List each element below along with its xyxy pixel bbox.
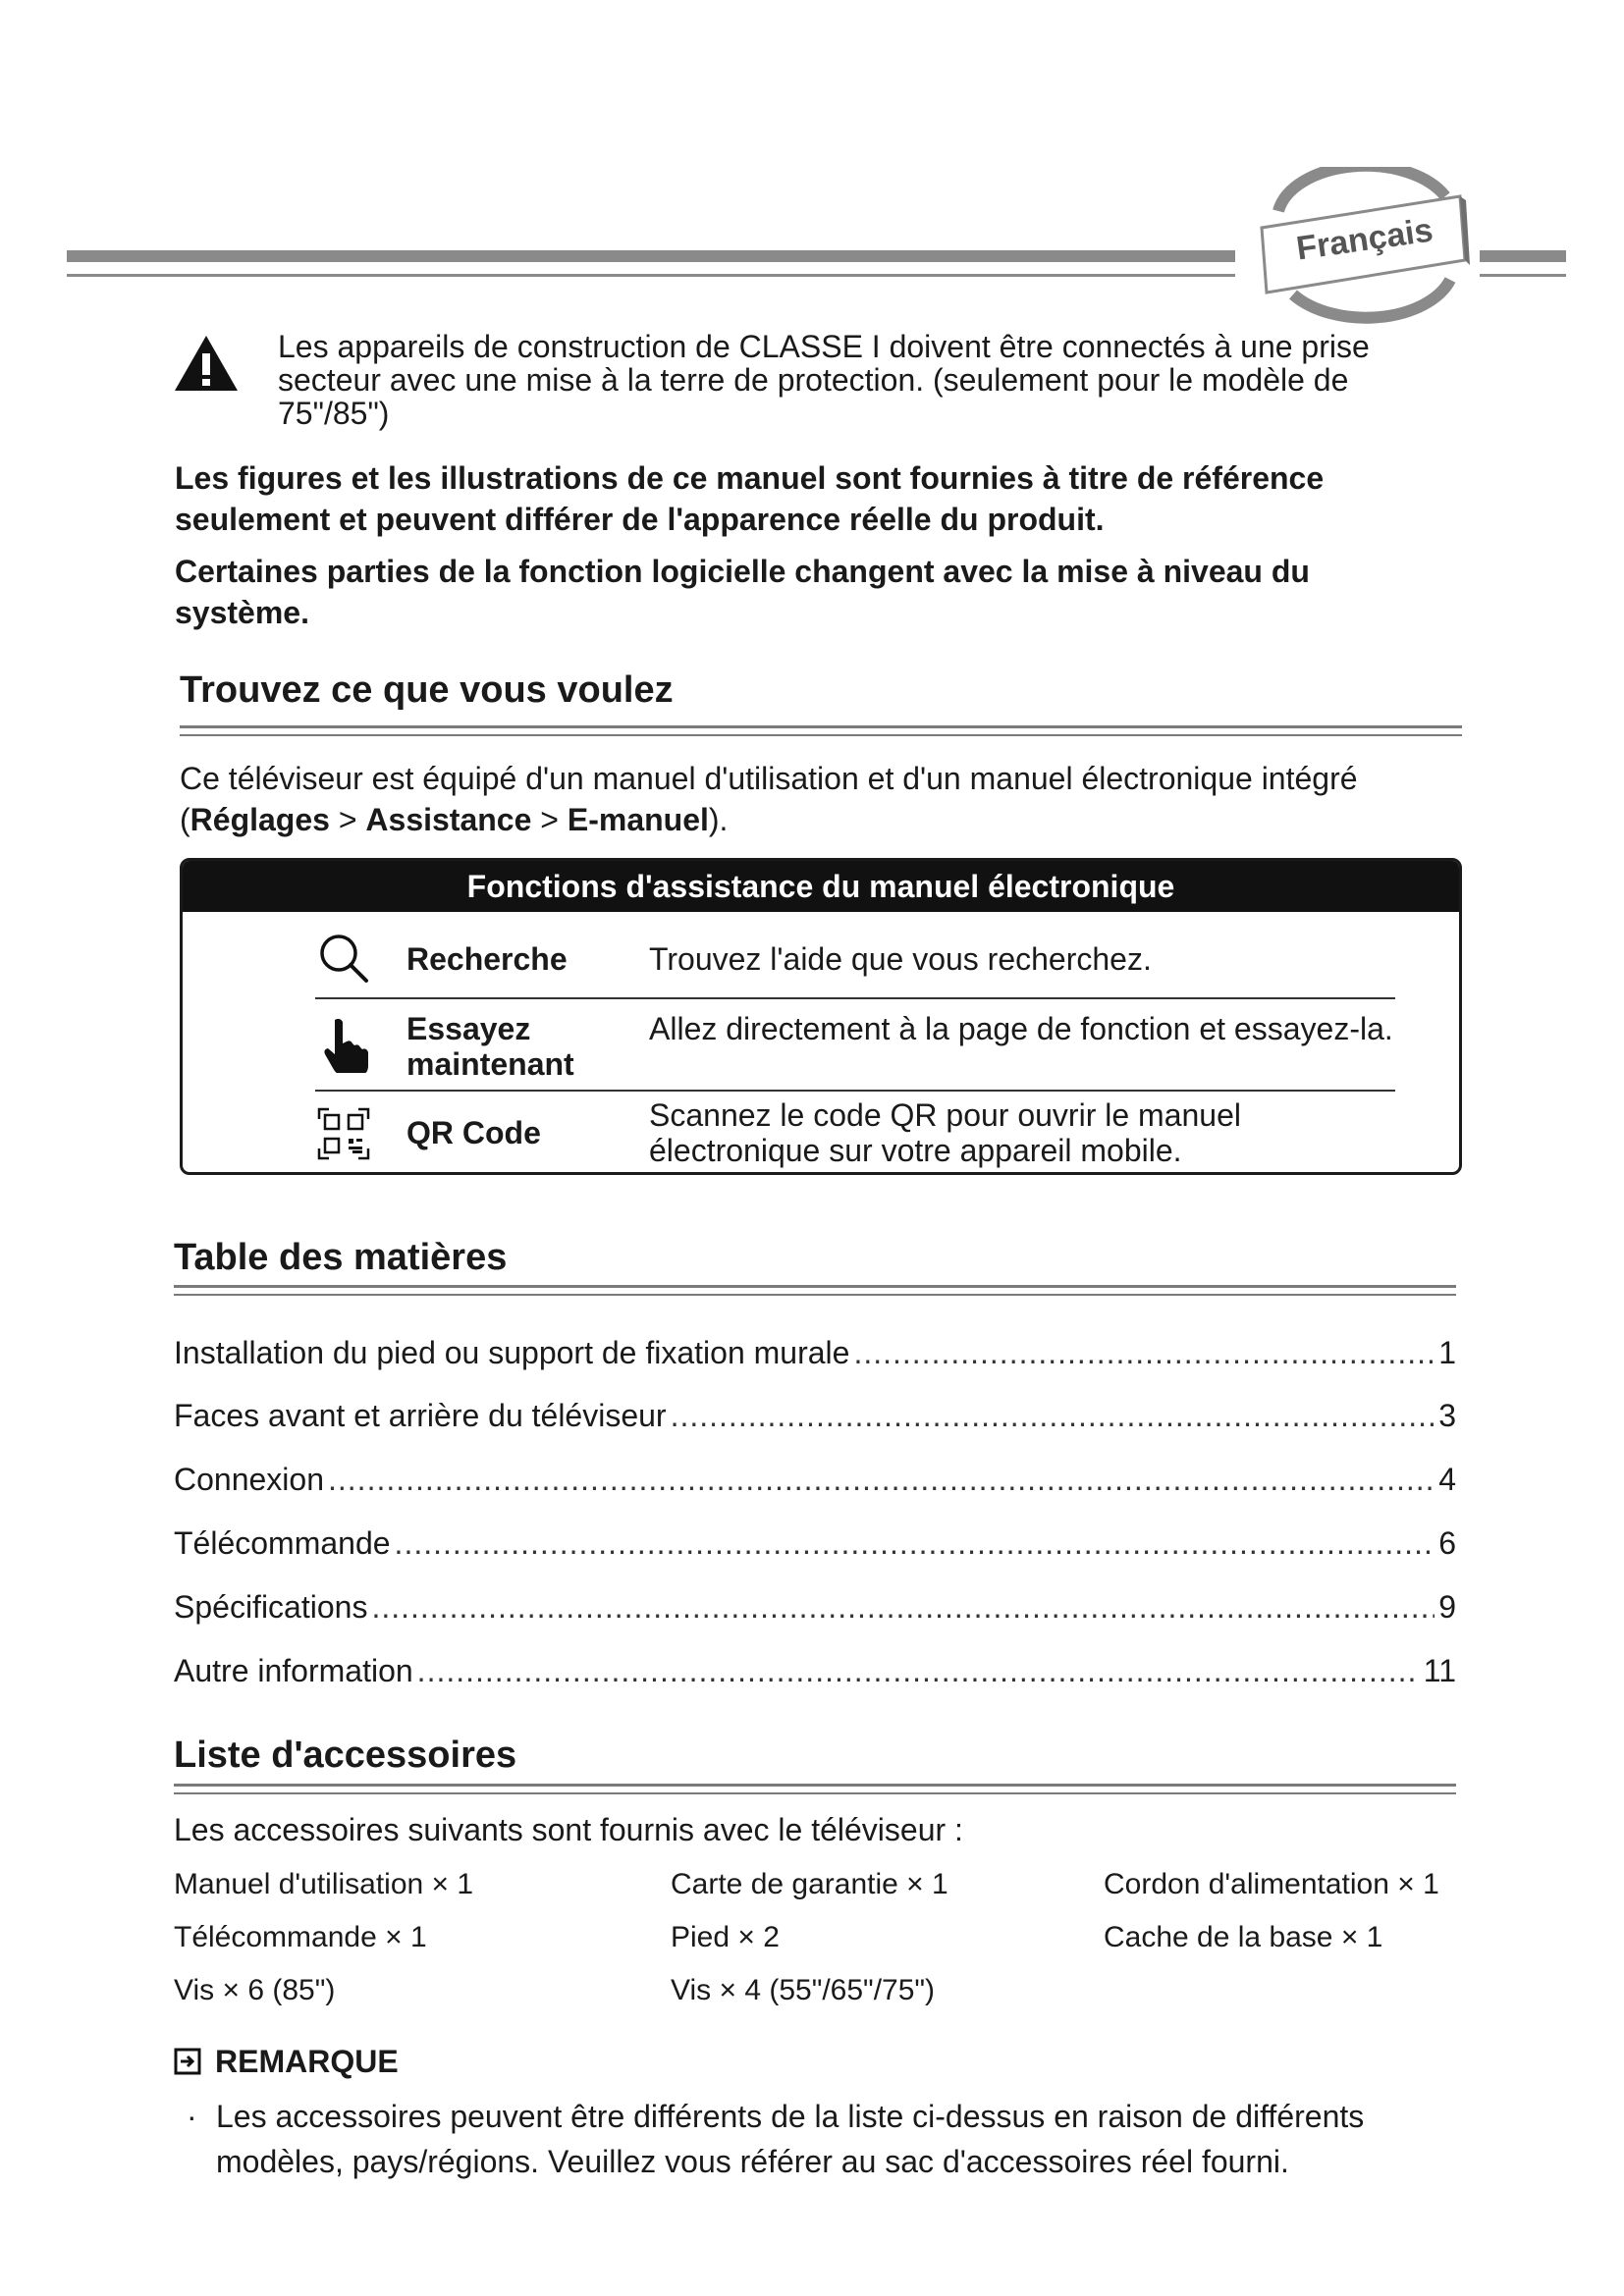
toc-item-label: Spécifications <box>174 1589 368 1625</box>
toc-item-label: Installation du pied ou support de fixation murale <box>174 1335 850 1370</box>
hand-pointer-icon <box>315 1016 372 1073</box>
function-row-search <box>315 926 1395 994</box>
header-rule-right <box>1480 274 1566 277</box>
note-text: Les accessoires peuvent être différents de la liste ci-dessus en raison de différents modèles, pays/régions. Veuillez vous référer au sac d'accessoires réel fourni. <box>216 2099 1365 2179</box>
intro-path-assistance: Assistance <box>365 802 532 837</box>
function-desc: Allez directement à la page de fonction et essayez-la. <box>649 1011 1393 1046</box>
function-name: Recherche <box>406 941 568 977</box>
accessory-item: Pied × 2 <box>671 1921 780 1953</box>
warning-text: Les appareils de construction de CLASSE I doivent être connectés à une prise secteur avec une mise à la terre de protection. (seulement pour le modèle de 75"/85") <box>278 329 1370 431</box>
function-divider <box>315 1090 1395 1092</box>
toc-leader <box>853 1333 1435 1372</box>
toc-item-label: Télécommande <box>174 1525 391 1561</box>
intro-suffix: ). <box>708 802 729 837</box>
toc-item[interactable] <box>174 1396 1456 1435</box>
find-rule-bottom <box>180 734 1462 736</box>
accessories-rule-top <box>174 1784 1456 1787</box>
toc-item[interactable] <box>174 1460 1456 1499</box>
toc-item-page: 9 <box>1438 1589 1456 1625</box>
toc-item[interactable] <box>174 1651 1456 1690</box>
accessories-intro: Les accessoires suivants sont fournis avec le téléviseur : <box>174 1812 963 1847</box>
header-bar-right <box>1480 250 1566 262</box>
toc-leader <box>371 1587 1435 1627</box>
intro-sep-1: > <box>329 802 366 837</box>
notice-figures: Les figures et les illustrations de ce manuel sont fournies à titre de référence seulement et peuvent différer de l'apparence réelle du produit. <box>175 460 1325 537</box>
qr-code-icon <box>315 1105 372 1162</box>
toc-leader <box>671 1396 1435 1435</box>
functions-box-title: Fonctions d'assistance du manuel électronique <box>183 861 1459 912</box>
accessory-item: Télécommande × 1 <box>174 1921 427 1953</box>
function-row-qr-code <box>315 1094 1395 1172</box>
toc-leader <box>417 1651 1420 1690</box>
functions-box <box>180 858 1462 1175</box>
toc-item[interactable] <box>174 1587 1456 1627</box>
intro-path-emanual: E-manuel <box>567 802 709 837</box>
note-title <box>174 2042 399 2081</box>
intro-sep-2: > <box>531 802 568 837</box>
function-desc: Trouvez l'aide que vous recherchez. <box>649 941 1152 977</box>
language-badge-label: Français <box>1293 211 1435 268</box>
toc-item[interactable] <box>174 1523 1456 1563</box>
warning-icon <box>173 334 240 393</box>
notice-software: Certaines parties de la fonction logicielle changent avec la mise à niveau du système. <box>175 554 1310 630</box>
function-desc: Scannez le code QR pour ouvrir le manuel électronique sur votre appareil mobile. <box>649 1097 1241 1168</box>
find-intro <box>180 758 1486 840</box>
search-icon <box>315 930 372 987</box>
accessory-item: Vis × 6 (85") <box>174 1974 336 2006</box>
function-divider <box>315 997 1395 999</box>
note-title-text: REMARQUE <box>215 2044 399 2079</box>
find-section-title: Trouvez ce que vous voulez <box>180 669 674 711</box>
toc-item-page: 4 <box>1438 1462 1456 1497</box>
intro-prefix: Ce téléviseur est équipé d'un manuel d'utilisation et d'un manuel électronique intégré ( <box>180 761 1358 837</box>
toc-item-page: 11 <box>1423 1653 1456 1688</box>
accessory-item: Vis × 4 (55"/65"/75") <box>671 1974 936 2006</box>
function-row-try-now <box>315 1001 1395 1090</box>
function-name: Essayez maintenant <box>406 1011 574 1082</box>
language-badge <box>1249 167 1475 324</box>
accessory-item: Cache de la base × 1 <box>1104 1921 1383 1953</box>
toc-leader <box>395 1523 1435 1563</box>
toc-title: Table des matières <box>174 1237 508 1278</box>
toc-item-label: Connexion <box>174 1462 324 1497</box>
function-name: QR Code <box>406 1115 541 1150</box>
toc-item-label: Faces avant et arrière du téléviseur <box>174 1398 667 1433</box>
header-rule-left <box>67 274 1235 277</box>
intro-path-settings: Réglages <box>189 802 330 837</box>
note-icon <box>174 2048 201 2075</box>
find-rule-top <box>180 725 1462 728</box>
accessories-title: Liste d'accessoires <box>174 1735 517 1776</box>
language-badge-text-holder <box>1249 167 1475 324</box>
toc-item-page: 3 <box>1438 1398 1456 1433</box>
accessories-rule-bottom <box>174 1792 1456 1794</box>
header-bar-left <box>67 250 1235 262</box>
toc-item-page: 6 <box>1438 1525 1456 1561</box>
toc-item-page: 1 <box>1438 1335 1456 1370</box>
toc-item-label: Autre information <box>174 1653 413 1688</box>
toc-leader <box>328 1460 1435 1499</box>
accessory-item: Carte de garantie × 1 <box>671 1868 948 1900</box>
accessory-item: Cordon d'alimentation × 1 <box>1104 1868 1439 1900</box>
toc-rule-bottom <box>174 1294 1456 1296</box>
accessory-item: Manuel d'utilisation × 1 <box>174 1868 474 1900</box>
note-bullet-dot: · <box>187 2099 197 2134</box>
toc-rule-top <box>174 1285 1456 1288</box>
toc-item[interactable] <box>174 1333 1456 1372</box>
